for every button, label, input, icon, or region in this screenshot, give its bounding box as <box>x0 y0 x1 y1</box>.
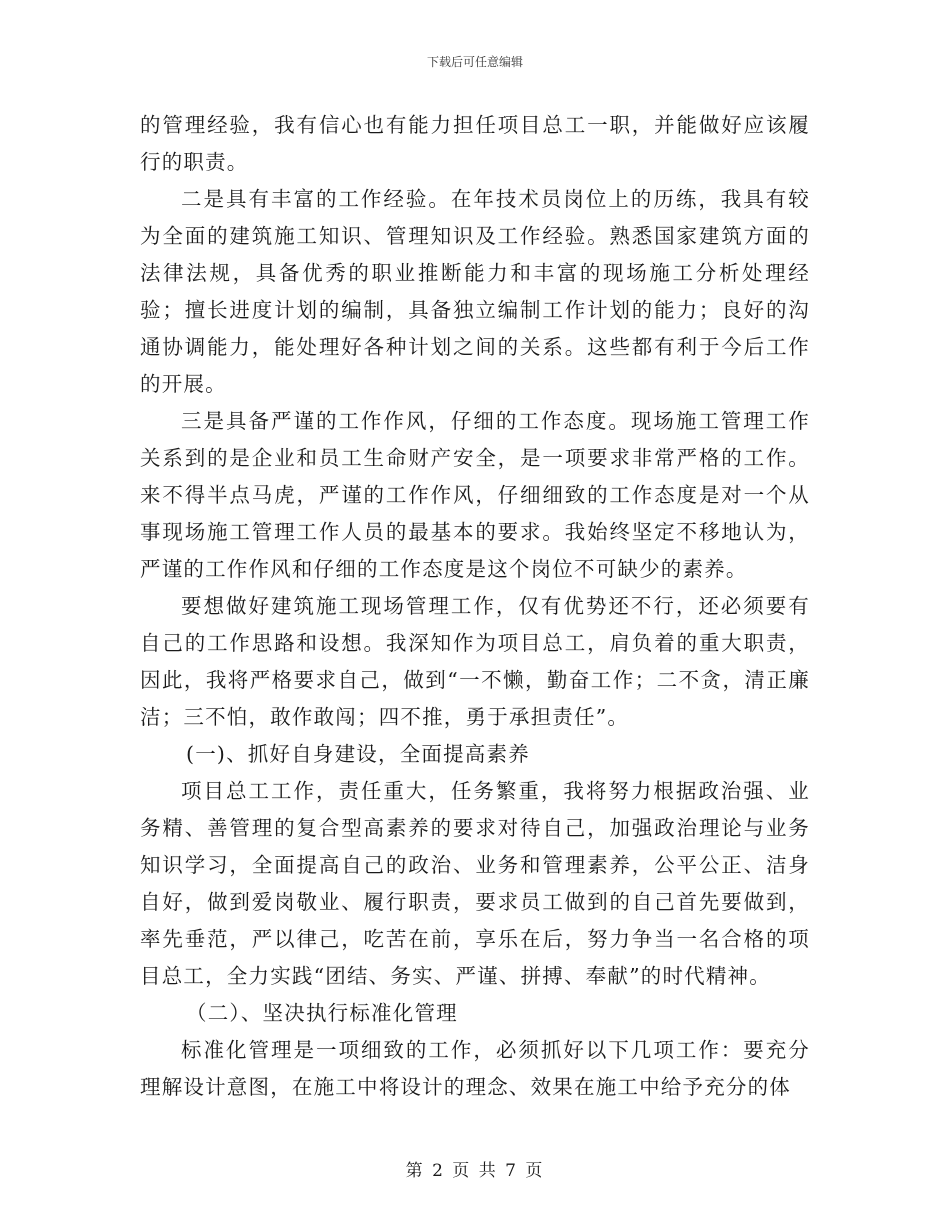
paragraph: 项目总工工作，责任重大，任务繁重，我将努力根据政治强、业务精、善管理的复合型高素养的要求对待自己，加强政治理论与业务知识学习，全面提高自己的政治、业务和管理素养，公平公正、洁身自好，做到爱岗敬业、履行职责，要求员工做到的自己首先要做到，率先垂范，严以律己，吃苦在前，享乐在后，努力争当一名合格的项目总工，全力实践“团结、务实、严谨、拼搏、奉献”的时代精神。 <box>140 779 810 988</box>
page-number: 第 2 页 共 7 页 <box>405 1161 545 1181</box>
section-heading: (一)、抓好自身建设，全面提高素养 <box>186 742 530 766</box>
paragraph: 标准化管理是一项细致的工作，必须抓好以下几项工作：要充分理解设计意图，在施工中将设计的理念、效果在施工中给予充分的体 <box>140 1038 810 1099</box>
document-body <box>140 107 810 1106</box>
paragraph: 要想做好建筑施工现场管理工作，仅有优势还不行，还必须要有自己的工作思路和设想。我深知作为项目总工，肩负着的重大职责，因此，我将严格要求自己，做到“一不懒，勤奋工作；二不贪，清正廉洁；三不怕，敢作敢闯；四不推，勇于承担责任”。 <box>140 594 810 729</box>
page-header: 下载后可任意编辑 <box>426 55 523 69</box>
section-heading: （二）、坚决执行标准化管理 <box>186 1001 458 1025</box>
paragraph: 三是具备严谨的工作作风，仔细的工作态度。现场施工管理工作关系到的是企业和员工生命财产安全，是一项要求非常严格的工作。来不得半点马虎，严谨的工作作风，仔细细致的工作态度是对一个从事现场施工管理工作人员的最基本的要求。我始终坚定不移地认为，严谨的工作作风和仔细的工作态度是这个岗位不可缺少的素养。 <box>140 409 810 581</box>
paragraph: 二是具有丰富的工作经验。在年技术员岗位上的历练，我具有较为全面的建筑施工知识、管理知识及工作经验。熟悉国家建筑方面的法律法规，具备优秀的职业推断能力和丰富的现场施工分析处理经验；擅长进度计划的编制，具备独立编制工作计划的能力；良好的沟通协调能力，能处理好各种计划之间的关系。这些都有利于今后工作的开展。 <box>140 187 810 396</box>
paragraph: 的管理经验，我有信心也有能力担任项目总工一职，并能做好应该履行的职责。 <box>140 113 810 174</box>
